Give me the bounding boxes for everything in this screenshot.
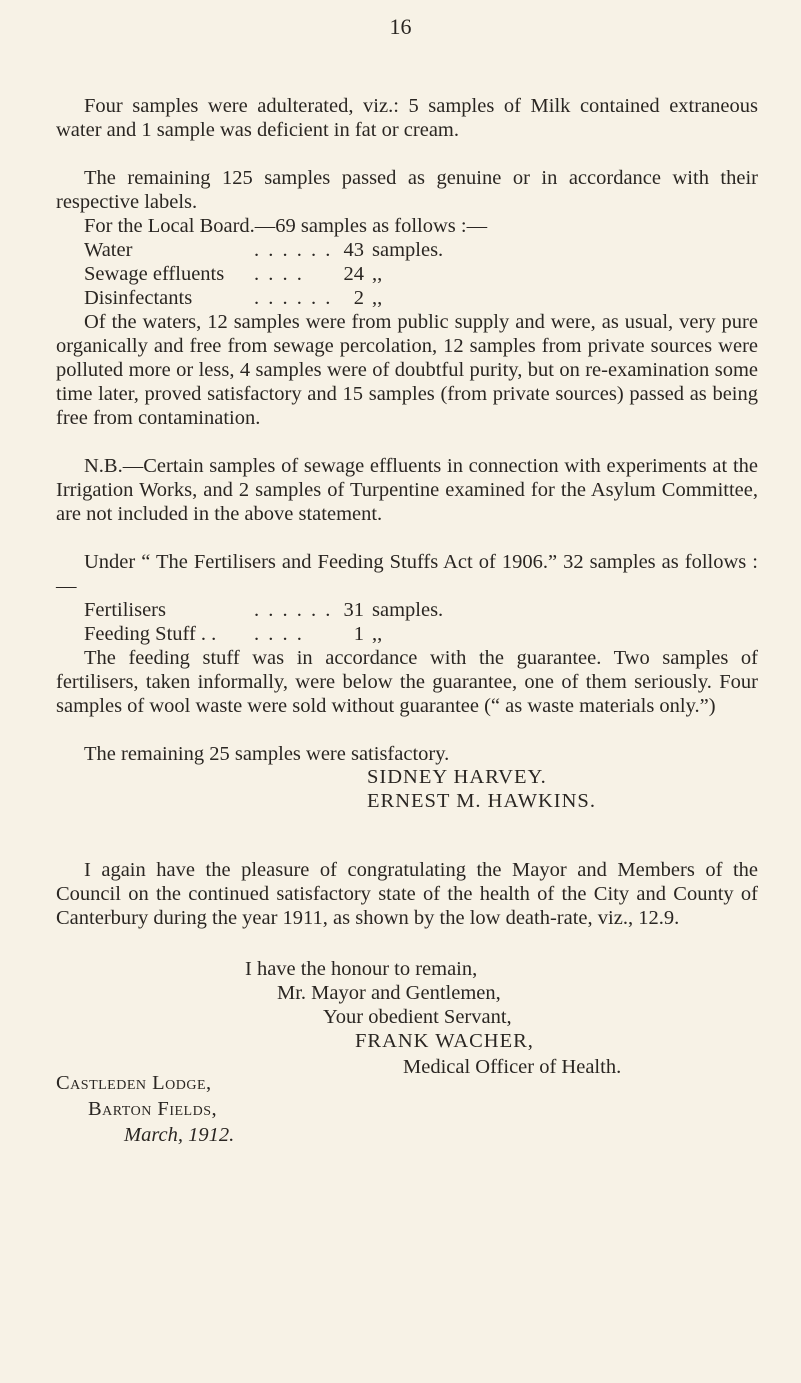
paragraph-local-board: For the Local Board.—69 samples as follows :— xyxy=(84,215,488,237)
closing-title: Medical Officer of Health. xyxy=(403,1056,622,1078)
row-value: 31 xyxy=(343,599,364,621)
row-leader-dots: . . . . . . xyxy=(254,287,333,309)
row-value: 1 xyxy=(353,623,364,645)
address-line-2: Barton Fields, xyxy=(88,1098,218,1120)
table-row xyxy=(84,262,704,286)
paragraph-fertilisers-act: Under “ The Fertilisers and Feeding Stuffs Act of 1906.” 32 samples as follows :— xyxy=(56,551,758,597)
paragraph-congratulations: I again have the pleasure of congratulating the Mayor and Members of the Council on the continued satisfactory state of the health of the City and County of Canterbury during the year 1911, as shown by the low death-rate, viz., 12.9. xyxy=(56,859,758,929)
row-leader-dots: . . . . . . xyxy=(254,239,333,261)
paragraph-waters: Of the waters, 12 samples were from public supply and were, as usual, very pure organically and free from sewage percolation, 12 samples from private sources were polluted more or less, 4 samples were of doubtful purity, but on re-examination some time later, proved satisfactory and 15 samples (from private sources) passed as being free from contamination. xyxy=(56,311,758,429)
signature-ernest-hawkins: ERNEST M. HAWKINS. xyxy=(367,790,596,812)
fertiliser-table xyxy=(84,598,704,646)
row-label: Disinfectants xyxy=(84,287,193,309)
row-value: 43 xyxy=(343,239,364,261)
row-label: Sewage effluents xyxy=(84,263,225,285)
closing-line-2: Mr. Mayor and Gentlemen, xyxy=(277,982,501,1004)
address-date: March, 1912. xyxy=(124,1124,235,1146)
paragraph-adulterated-samples: Four samples were adulterated, viz.: 5 samples of Milk contained extraneous water and 1 sample was deficient in fat or cream. xyxy=(56,95,758,141)
row-unit: ,, xyxy=(372,623,383,645)
row-unit: ,, xyxy=(372,263,383,285)
row-unit: samples. xyxy=(372,599,444,621)
paragraph-feeding-stuff: The feeding stuff was in accordance with the guarantee. Two samples of fertilisers, taken informally, were below the guarantee, one of them seriously. Four samples of wool waste were sold without guarantee (“ as waste materials only.”) xyxy=(56,647,758,717)
page-number: 16 xyxy=(389,14,412,39)
closing-line-1: I have the honour to remain, xyxy=(245,958,478,980)
address-line-1: Castleden Lodge, xyxy=(56,1072,212,1094)
signature-sidney-harvey: SIDNEY HARVEY. xyxy=(367,766,547,788)
table-row xyxy=(84,238,704,262)
paragraph-remaining-samples: The remaining 125 samples passed as genuine or in accordance with their respective labels. xyxy=(56,167,758,213)
row-label: Fertilisers xyxy=(84,599,166,621)
paragraph-remaining-satisfactory: The remaining 25 samples were satisfactory. xyxy=(84,743,450,765)
paragraph-nb: N.B.—Certain samples of sewage effluents in connection with experiments at the Irrigation Works, and 2 samples of Turpentine examined for the Asylum Committee, are not included in the above statement. xyxy=(56,455,758,525)
closing-name: FRANK WACHER, xyxy=(355,1030,534,1052)
table-row xyxy=(84,286,704,310)
row-leader-dots: . . . . xyxy=(254,623,304,645)
row-label: Water xyxy=(84,239,133,261)
row-unit: samples. xyxy=(372,239,444,261)
table-row xyxy=(84,622,704,646)
row-leader-dots: . . . . xyxy=(254,263,304,285)
row-leader-dots: . . . . . . xyxy=(254,599,333,621)
row-value: 2 xyxy=(353,287,364,309)
local-board-table xyxy=(84,238,704,310)
table-row xyxy=(84,598,704,622)
row-value: 24 xyxy=(343,263,364,285)
closing-line-3: Your obedient Servant, xyxy=(323,1006,512,1028)
row-unit: ,, xyxy=(372,287,383,309)
row-label: Feeding Stuff . . xyxy=(84,623,217,645)
